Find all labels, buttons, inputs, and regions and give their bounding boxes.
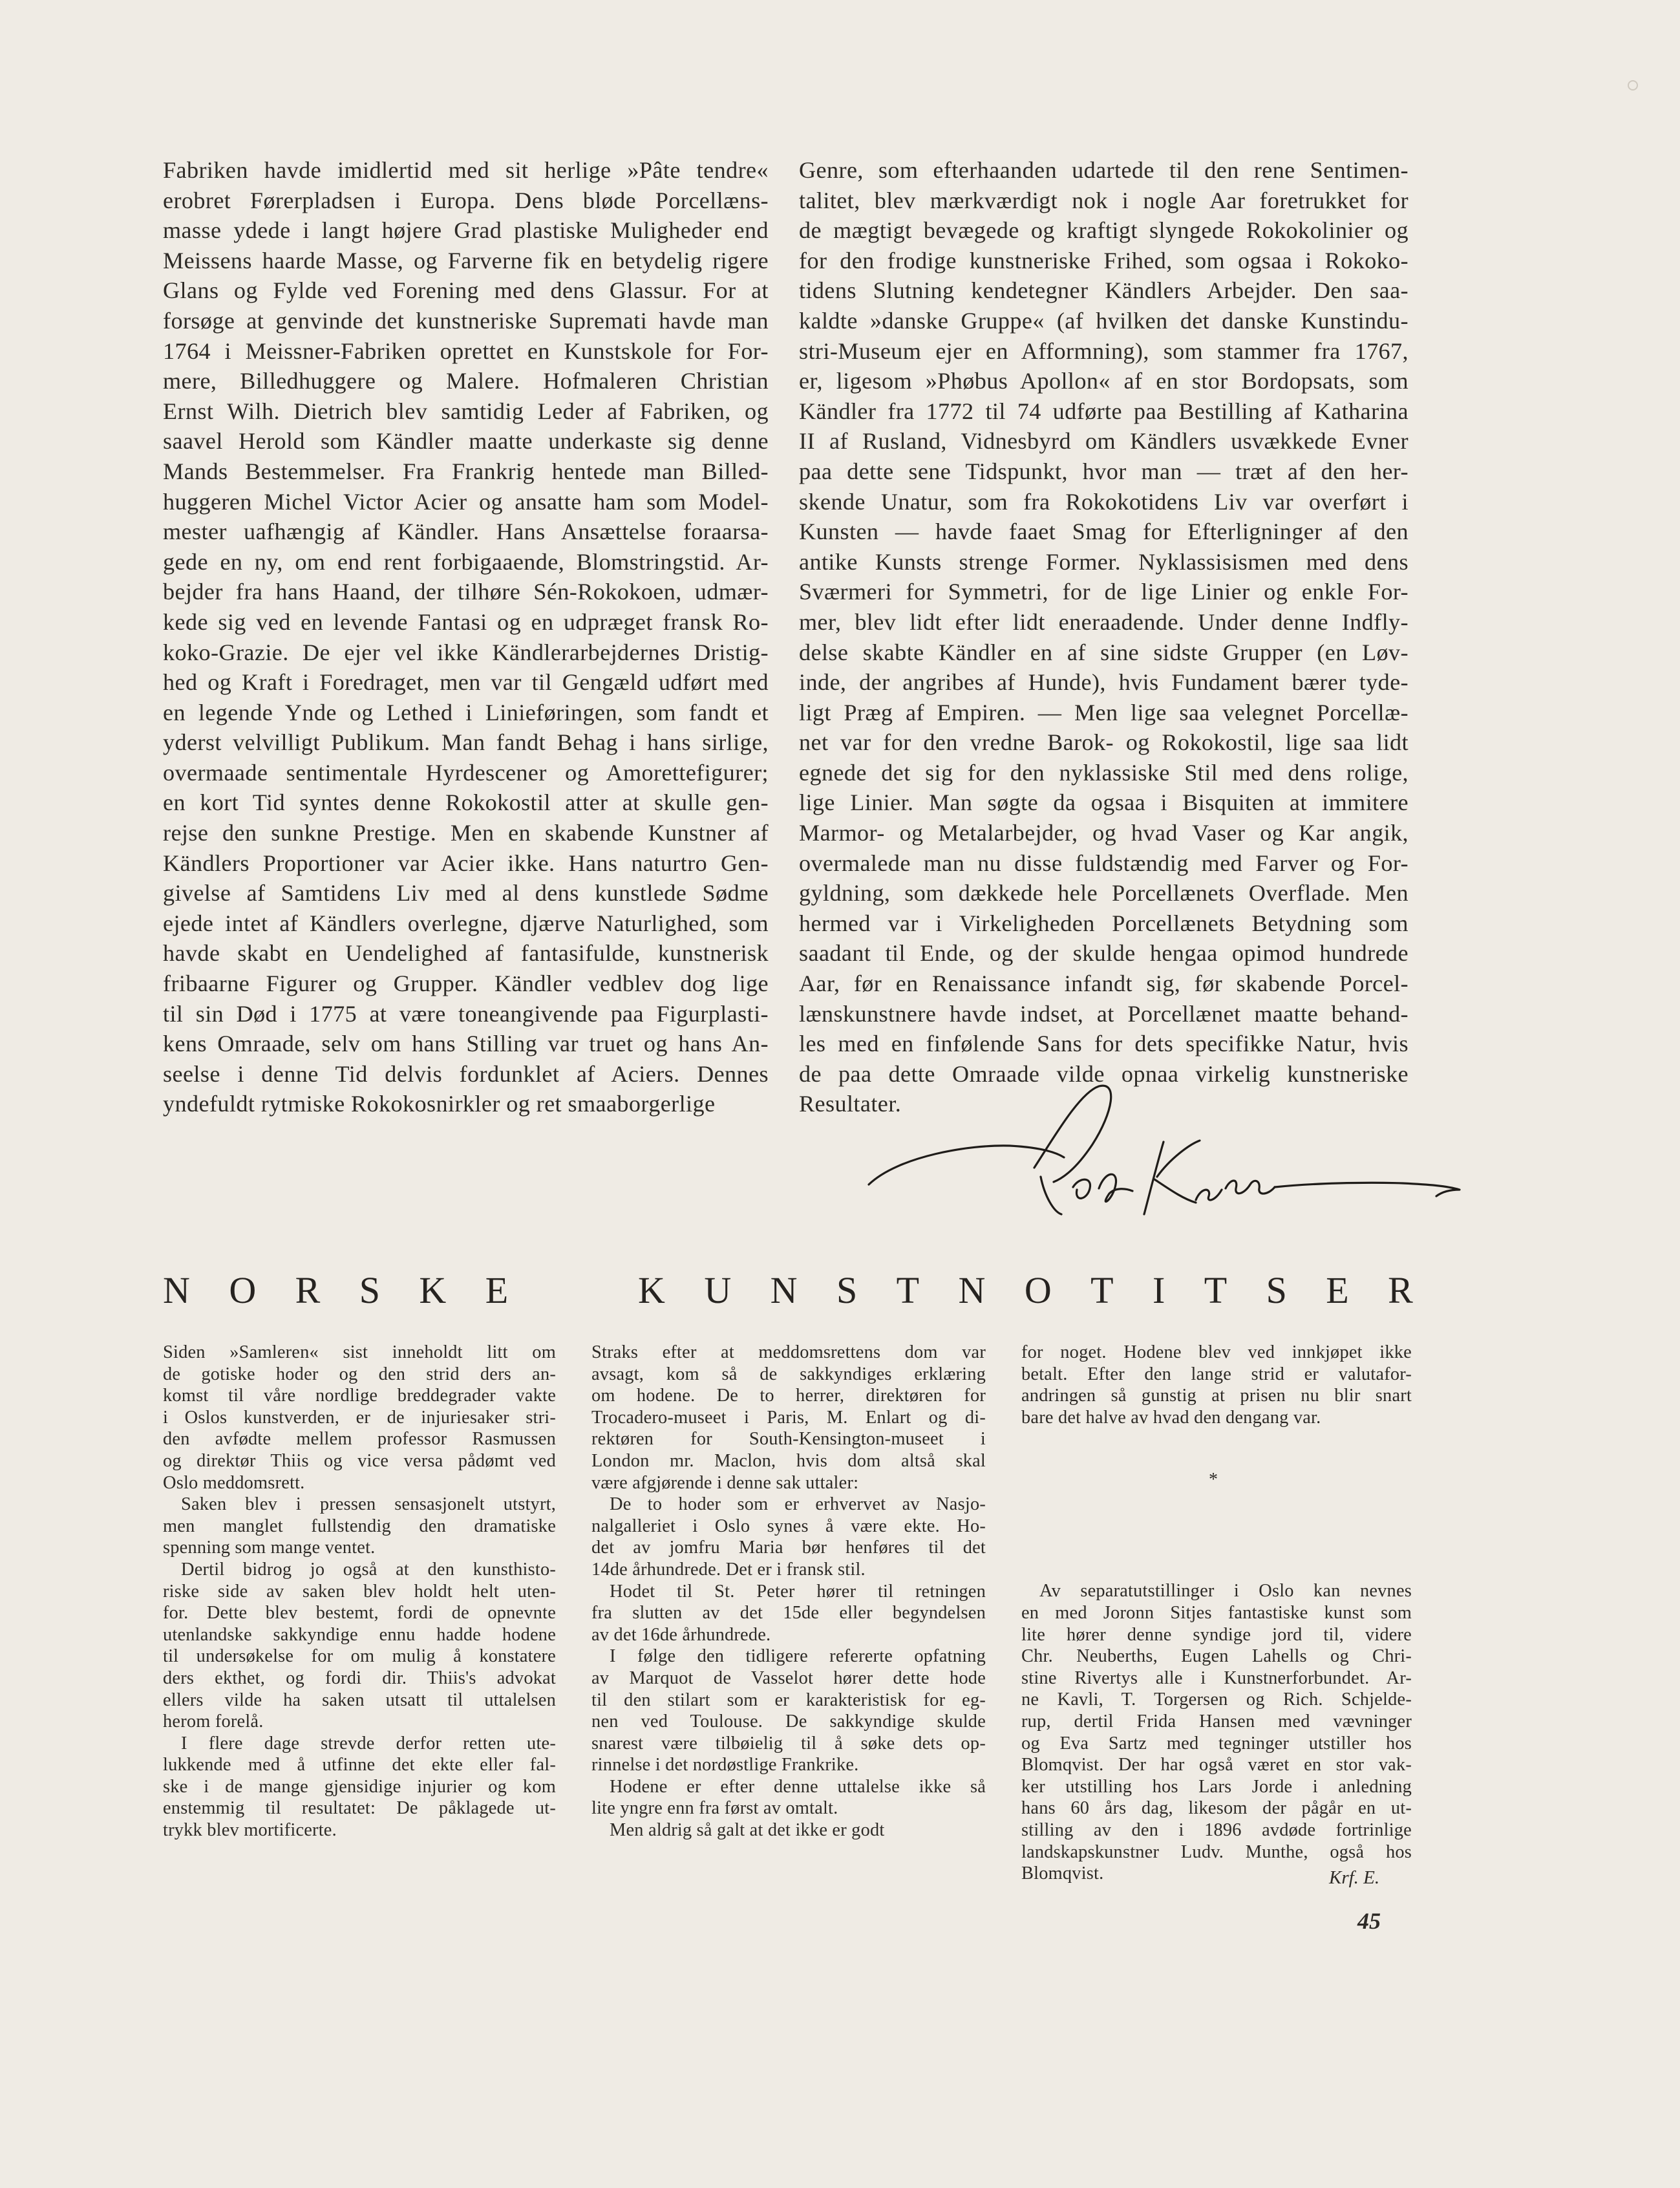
text-line: London mr. Maclon, hvis dom altså skal	[591, 1450, 986, 1471]
text-line: til den stilart som er karakteristisk for eg-	[591, 1689, 986, 1710]
title-letter: O	[229, 1269, 257, 1311]
text-line: Av separatutstillinger i Oslo kan nevnes	[1039, 1581, 1412, 1602]
text-line: Sværmeri for Symmetri, for de lige Linier og enkle For-	[799, 579, 1409, 605]
text-line: koko-Grazie. De ejer vel ikke Kändlerarbejdernes Dristig-	[163, 639, 769, 665]
text-line: men manglet fullstendig den dramatiske	[163, 1516, 556, 1536]
text-line: lukkende med å utfinne det ekte eller fal-	[163, 1755, 556, 1775]
text-line: herom forelå.	[163, 1711, 264, 1732]
text-line: overmalede man nu disse fuldstændig med Farver og For-	[799, 850, 1409, 876]
text-line: stilling av den i 1896 avdøde fortrinlige	[1021, 1819, 1412, 1840]
text-line: Blomqvist.	[1021, 1863, 1104, 1884]
text-line: givelse af Samtidens Liv med al dens kunstlede Sødme	[163, 880, 769, 906]
text-line: lite hører denne syndige jord til, videre	[1021, 1624, 1412, 1645]
text-line: talitet, blev mærkværdigt nok i nogle Aar foretrukket for	[799, 187, 1409, 213]
title-letter: U	[704, 1269, 732, 1311]
text-line: snarest være tilbøielig til å søke dets op-	[591, 1733, 986, 1754]
title-letter: S	[359, 1269, 380, 1311]
text-line: de gotiske hoder og den strid ders an-	[163, 1364, 556, 1384]
text-line: hed og Kraft i Foredraget, men var til Gengæld udført med	[163, 669, 769, 696]
text-line: Men aldrig så galt at det ikke er godt	[610, 1820, 885, 1841]
title-letter: S	[1266, 1269, 1287, 1311]
text-line: Hodene er efter denne uttalelse ikke så	[610, 1776, 986, 1797]
text-line: i Oslos kunstverden, er de injuriesaker stri-	[163, 1407, 556, 1428]
text-line: seelse i denne Tid delvis fordunklet af Aciers. Dennes	[163, 1060, 769, 1087]
text-line: Hodet til St. Peter hører til retningen	[610, 1581, 986, 1602]
text-line: masse ydede i langt højere Grad plastiske Muligheder end	[163, 217, 769, 244]
text-line: for noget. Hodene blev ved innkjøpet ikke	[1021, 1342, 1412, 1362]
handwritten-signature	[860, 1073, 1467, 1241]
text-line: er, ligesom »Phøbus Apollon« af en stor Bordopsats, som	[799, 368, 1409, 394]
text-line: tidens Slutning kendetegner Kändlers Arbejder. Den saa-	[799, 277, 1409, 304]
text-line: forsøge at genvinde det kunstneriske Supremati havde man	[163, 307, 769, 334]
text-line: Siden »Samleren« sist inneholdt litt om	[163, 1342, 556, 1362]
text-line: de mægtigt bevægede og kraftigt slyngede Rokokolinier og	[799, 217, 1409, 244]
text-line: mester uafhængig af Kändler. Hans Ansættelse foraarsa-	[163, 519, 769, 545]
text-line: kede sig ved en levende Fantasi og en udpræget fransk Ro-	[163, 608, 769, 635]
text-line: rup, dertil Frida Hansen med vævninger	[1021, 1711, 1412, 1732]
article-left-column	[163, 155, 769, 1119]
title-letter: O	[1024, 1269, 1052, 1311]
text-line: kens Omraade, selv om hans Stilling var truet og hans An-	[163, 1031, 769, 1057]
notes-column-3	[1021, 1342, 1412, 1885]
text-line: Saken blev i pressen sensasjonelt utstyrt,	[181, 1494, 556, 1515]
title-letter: K	[419, 1269, 447, 1311]
text-line: erobret Førerpladsen i Europa. Dens bløde Porcellæns-	[163, 187, 769, 213]
page-number: 45	[1357, 1908, 1381, 1934]
text-line: saadant til Ende, og der skulde hengaa opimod hundrede	[799, 940, 1409, 967]
text-line: av Marquot de Vasselot hører dette hode	[591, 1668, 986, 1688]
title-letter: R	[295, 1269, 321, 1311]
text-line: avsagt, kom så de sakkyndiges erklæring	[591, 1364, 986, 1384]
text-line: spenning som mange ventet.	[163, 1538, 376, 1558]
text-line: Aar, før en Renaissance infandt sig, før skabende Porcel-	[799, 971, 1409, 997]
title-letter: K	[638, 1269, 665, 1311]
article-right-column	[799, 155, 1409, 1119]
text-line: kaldte »danske Gruppe« (af hvilken det danske Kunstindu-	[799, 307, 1409, 334]
text-line: nen ved Toulouse. De sakkyndige skulde	[591, 1711, 986, 1732]
text-line: lænskunstnere havde indset, at Porcellænet maatte behand-	[799, 1000, 1409, 1027]
text-line: gede en ny, om end rent forbigaaende, Blomstringstid. Ar-	[163, 548, 769, 575]
text-line: mer, blev lidt efter lidt eneraadende. Under denne Indfly-	[799, 608, 1409, 635]
text-line: en med Joronn Sitjes fantastiske kunst som	[1021, 1602, 1412, 1623]
text-line: stri-Museum ejer en Afformning), som stammer fra 1767,	[799, 338, 1409, 364]
text-line: til sin Død i 1775 at være toneangivende paa Figurplasti-	[163, 1000, 769, 1027]
text-line: om hodene. De to herrer, direktøren for	[591, 1386, 986, 1406]
text-line: ske i de mange gjensidige injurier og kom	[163, 1776, 556, 1797]
text-line: antike Kunsts strenge Former. Nyklassisismen med dens	[799, 548, 1409, 575]
title-letter: R	[1388, 1269, 1413, 1311]
section-title	[163, 1264, 1413, 1316]
text-line: ejede intet af Kändlers overlegne, djærve Naturlighed, som	[163, 910, 769, 936]
text-line: Kändlers Proportioner var Acier ikke. Hans naturtro Gen-	[163, 850, 769, 876]
text-line: Dertil bidrog jo også at den kunsthisto-	[181, 1559, 556, 1580]
text-line: skende Unatur, som fra Rokokotidens Liv var overført i	[799, 488, 1409, 515]
text-line: Resultater.	[799, 1091, 902, 1117]
notes-column-1	[163, 1342, 556, 1841]
text-line: Blomqvist. Der har også været en stor vak-	[1021, 1755, 1412, 1775]
text-line: Mands Bestemmelser. Fra Frankrig hentede man Billed-	[163, 458, 769, 484]
title-letter: E	[485, 1269, 509, 1311]
text-line: overmaade sentimentale Hyrdescener og Amorettefigurer;	[163, 759, 769, 786]
text-line: ders ekthet, og fordi dir. Thiis's advokat	[163, 1668, 556, 1688]
text-line: landskapskunstner Ludv. Munthe, også hos	[1021, 1841, 1412, 1862]
text-line: ker utstilling hos Lars Jorde i anledning	[1021, 1776, 1412, 1797]
text-line: bejder fra hans Haand, der tilhøre Sén-Rokokoen, udmær-	[163, 579, 769, 605]
text-line: Genre, som efterhaanden udartede til den rene Sentimen-	[799, 157, 1409, 183]
text-line: saavel Herold som Kändler maatte underkaste sig denne	[163, 428, 769, 455]
text-line: paa dette sene Tidspunkt, hvor man — træt af den her-	[799, 458, 1409, 484]
text-line: være afgjørende i denne sak uttaler:	[591, 1472, 859, 1493]
text-line: ellers vilde ha saken utsatt til uttalelsen	[163, 1689, 556, 1710]
text-line: Ernst Wilh. Dietrich blev samtidig Leder af Fabriken, og	[163, 398, 769, 424]
text-line: De to hoder som er erhvervet av Nasjo-	[610, 1494, 986, 1515]
text-line: huggeren Michel Victor Acier og ansatte ham som Model-	[163, 488, 769, 515]
text-line: trykk blev mortificerte.	[163, 1820, 337, 1841]
text-line: nalgalleriet i Oslo synes å være ekte. Ho-	[591, 1516, 986, 1536]
text-line: egnede det sig for den nyklassiske Stil med dens rolige,	[799, 759, 1409, 786]
text-line: rektøren for South-Kensington-museet i	[591, 1429, 986, 1450]
text-line: riske side av saken blev holdt helt uten-	[163, 1581, 556, 1602]
text-line: yndefuldt rytmiske Rokokosnirkler og ret smaaborgerlige	[163, 1091, 716, 1117]
text-line: gyldning, som dækkede hele Porcellænets Overflade. Men	[799, 880, 1409, 906]
text-line: hermed var i Virkeligheden Porcellænets Betydning som	[799, 910, 1409, 936]
text-line: Fabriken havde imidlertid med sit herlige »Pâte tendre«	[163, 157, 769, 183]
text-line: havde skabt en Uendelighed af fantasifulde, kunstnerisk	[163, 940, 769, 967]
section-separator: *	[1209, 1470, 1218, 1490]
column-gap	[1021, 1428, 1412, 1580]
text-line: les med en finfølende Sans for dets specifikke Natur, hvis	[799, 1031, 1409, 1057]
text-line: Straks efter at meddomsrettens dom var	[591, 1342, 986, 1362]
text-line: net var for den vredne Barok- og Rokokostil, lige saa lidt	[799, 729, 1409, 756]
text-line: komst til våre nordlige breddegrader vakte	[163, 1386, 556, 1406]
text-line: Meissens haarde Masse, og Farverne fik en betydelig rigere	[163, 247, 769, 274]
text-line: Kunsten — havde faaet Smag for Efterligninger af den	[799, 519, 1409, 545]
margin-mark	[1628, 80, 1638, 91]
title-letter: N	[163, 1269, 190, 1311]
text-line: hans 60 års dag, likesom der pågår en ut-	[1021, 1798, 1412, 1819]
text-line: ligt Præg af Empiren. — Men lige saa velegnet Porcellæ-	[799, 699, 1409, 725]
text-line: en legende Ynde og Lethed i Linieføringen, som fandt et	[163, 699, 769, 725]
text-line: Chr. Neuberths, Eugen Lahells og Chri-	[1021, 1646, 1412, 1667]
text-line: yderst velvilligt Publikum. Man fandt Behag i hans sirlige,	[163, 729, 769, 756]
title-letter: T	[896, 1269, 920, 1311]
text-line: enstemmig til resultatet: De påklagede ut-	[163, 1798, 556, 1819]
text-line: en kort Tid syntes denne Rokokostil atter at skulle gen-	[163, 789, 769, 816]
notes-column-2	[591, 1342, 986, 1841]
text-line: Glans og Fylde ved Forening med dens Glassur. For at	[163, 277, 769, 304]
text-line: rejse den sunkne Prestige. Men en skabende Kunstner af	[163, 820, 769, 846]
text-line: Marmor- og Metalarbejder, og hvad Vaser og Kar angik,	[799, 820, 1409, 846]
text-line: fra slutten av det 15de eller begyndelsen	[591, 1603, 986, 1624]
text-line: ne Kavli, T. Torgersen og Rich. Schjelde-	[1021, 1689, 1412, 1710]
text-line: 14de århundrede. Det er i fransk stil.	[591, 1559, 866, 1580]
text-line: 1764 i Meissner-Fabriken oprettet en Kunstskole for For-	[163, 338, 769, 364]
text-line: fribaarne Figurer og Grupper. Kändler vedblev dog lige	[163, 971, 769, 997]
text-line: stine Rivertys alle i Kunstnerforbundet. Ar-	[1021, 1668, 1412, 1688]
title-letter: N	[770, 1269, 798, 1311]
text-line: for. Dette blev bestemt, fordi de opnevnte	[163, 1603, 556, 1624]
text-line: rinnelse i det nordøstlige Frankrike.	[591, 1755, 859, 1775]
text-line: lite yngre enn fra først av omtalt.	[591, 1798, 838, 1819]
text-line: bare det halve av hvad den dengang var.	[1021, 1407, 1321, 1428]
text-line: betalt. Efter den lange strid er valutafor-	[1021, 1364, 1412, 1384]
title-letter: I	[1152, 1269, 1165, 1311]
text-line: de paa dette Omraade vilde opnaa virkelig kunstneriske	[799, 1060, 1409, 1087]
text-line: for den frodige kunstneriske Frihed, som ogsaa i Rokoko-	[799, 247, 1409, 274]
text-line: Trocadero-museet i Paris, M. Enlart og di-	[591, 1407, 986, 1428]
title-letter: S	[836, 1269, 858, 1311]
title-letter: E	[1326, 1269, 1349, 1311]
title-letter: T	[1204, 1269, 1228, 1311]
text-line: II af Rusland, Vidnesbyrd om Kändlers usvækkede Evner	[799, 428, 1409, 455]
text-line: det av jomfru Maria bør henføres til det	[591, 1538, 986, 1558]
title-letter: T	[1090, 1269, 1114, 1311]
text-line: delse skabte Kändler en af sine sidste Grupper (en Løv-	[799, 639, 1409, 665]
text-line: andringen så gunstig at prisen nu blir snart	[1021, 1386, 1412, 1406]
text-line: Oslo meddomsrett.	[163, 1472, 305, 1493]
text-line: Kändler fra 1772 til 74 udførte paa Bestilling af Katharina	[799, 398, 1409, 424]
title-letter: N	[958, 1269, 986, 1311]
text-line: inde, der angribes af Hunde), hvis Fundament bærer tyde-	[799, 669, 1409, 696]
text-line: og direktør Thiis og vice versa pådømt ved	[163, 1450, 556, 1471]
text-line: den avfødte mellem professor Rasmussen	[163, 1429, 556, 1450]
text-line: I følge den tidligere refererte opfatning	[610, 1646, 986, 1667]
text-line: utenlandske sakkyndige ennu hadde hodene	[163, 1624, 556, 1645]
text-line: og Eva Sartz med tegninger utstiller hos	[1021, 1733, 1412, 1754]
text-line: av det 16de århundrede.	[591, 1624, 771, 1645]
text-line: mere, Billedhuggere og Malere. Hofmaleren Christian	[163, 368, 769, 394]
author-initials: Krf. E.	[1329, 1867, 1380, 1888]
text-line: I flere dage strevde derfor retten ute-	[181, 1733, 556, 1754]
text-line: lige Linier. Man søgte da ogsaa i Bisquiten at immitere	[799, 789, 1409, 816]
text-line: til undersøkelse for om mulig å konstatere	[163, 1646, 556, 1667]
